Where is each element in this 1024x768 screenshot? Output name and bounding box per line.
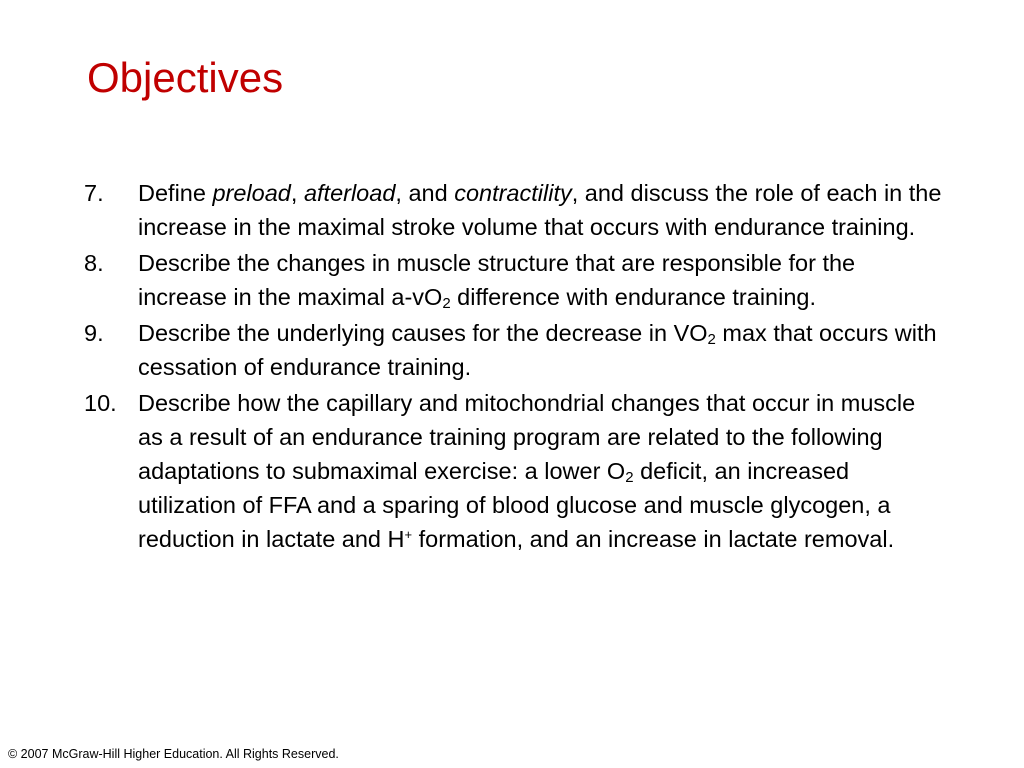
text-segment: difference with endurance training.: [450, 284, 817, 310]
text-segment: ,: [290, 180, 304, 206]
superscript: +: [404, 527, 413, 542]
objective-number: 7.: [84, 180, 104, 206]
slide-title: Objectives: [87, 54, 284, 101]
objective-text: [138, 316, 944, 384]
objective-text: [138, 246, 944, 314]
objective-text: [138, 176, 944, 244]
objectives-list: [84, 176, 944, 556]
term-contractility: contractility: [454, 180, 572, 206]
term-preload: preload: [212, 180, 291, 206]
objective-text: [138, 386, 944, 556]
objective-item-10: [84, 386, 944, 556]
subscript: 2: [707, 331, 716, 348]
term-afterload: afterload: [303, 180, 396, 206]
text-segment: formation, and an increase in lactate removal.: [412, 526, 895, 552]
text-segment: max that occurs with cessation of endurance training.: [138, 320, 937, 380]
text-segment: Describe the underlying causes for the decrease in VO: [138, 320, 708, 346]
text-segment: Describe how the capillary and mitochondrial changes that occur in muscle as a result of an endurance training program are related to the following adaptations to submaximal exercise: a lower O: [138, 390, 916, 484]
objective-item-8: [84, 246, 944, 314]
subscript: 2: [625, 469, 634, 486]
subscript: 2: [442, 295, 451, 312]
text-segment: , and discuss the role of each in the increase in the maximal stroke volume that occurs with endurance training.: [138, 180, 942, 240]
text-segment: Describe the changes in muscle structure that are responsible for the increase in the maximal a-vO: [138, 250, 856, 310]
text-segment: deficit, an increased utilization of FFA and a sparing of blood glucose and muscle glycogen, a reduction in lactate and H: [138, 458, 891, 552]
objective-item-9: [84, 316, 944, 384]
objective-item-7: [84, 176, 944, 244]
objective-number: 10.: [84, 390, 117, 416]
objective-number: 8.: [84, 250, 104, 276]
text-segment: , and: [395, 180, 455, 206]
text-segment: Define: [138, 180, 213, 206]
copyright-footer: © 2007 McGraw-Hill Higher Education. All Rights Reserved.: [8, 747, 339, 761]
objective-number: 9.: [84, 320, 104, 346]
